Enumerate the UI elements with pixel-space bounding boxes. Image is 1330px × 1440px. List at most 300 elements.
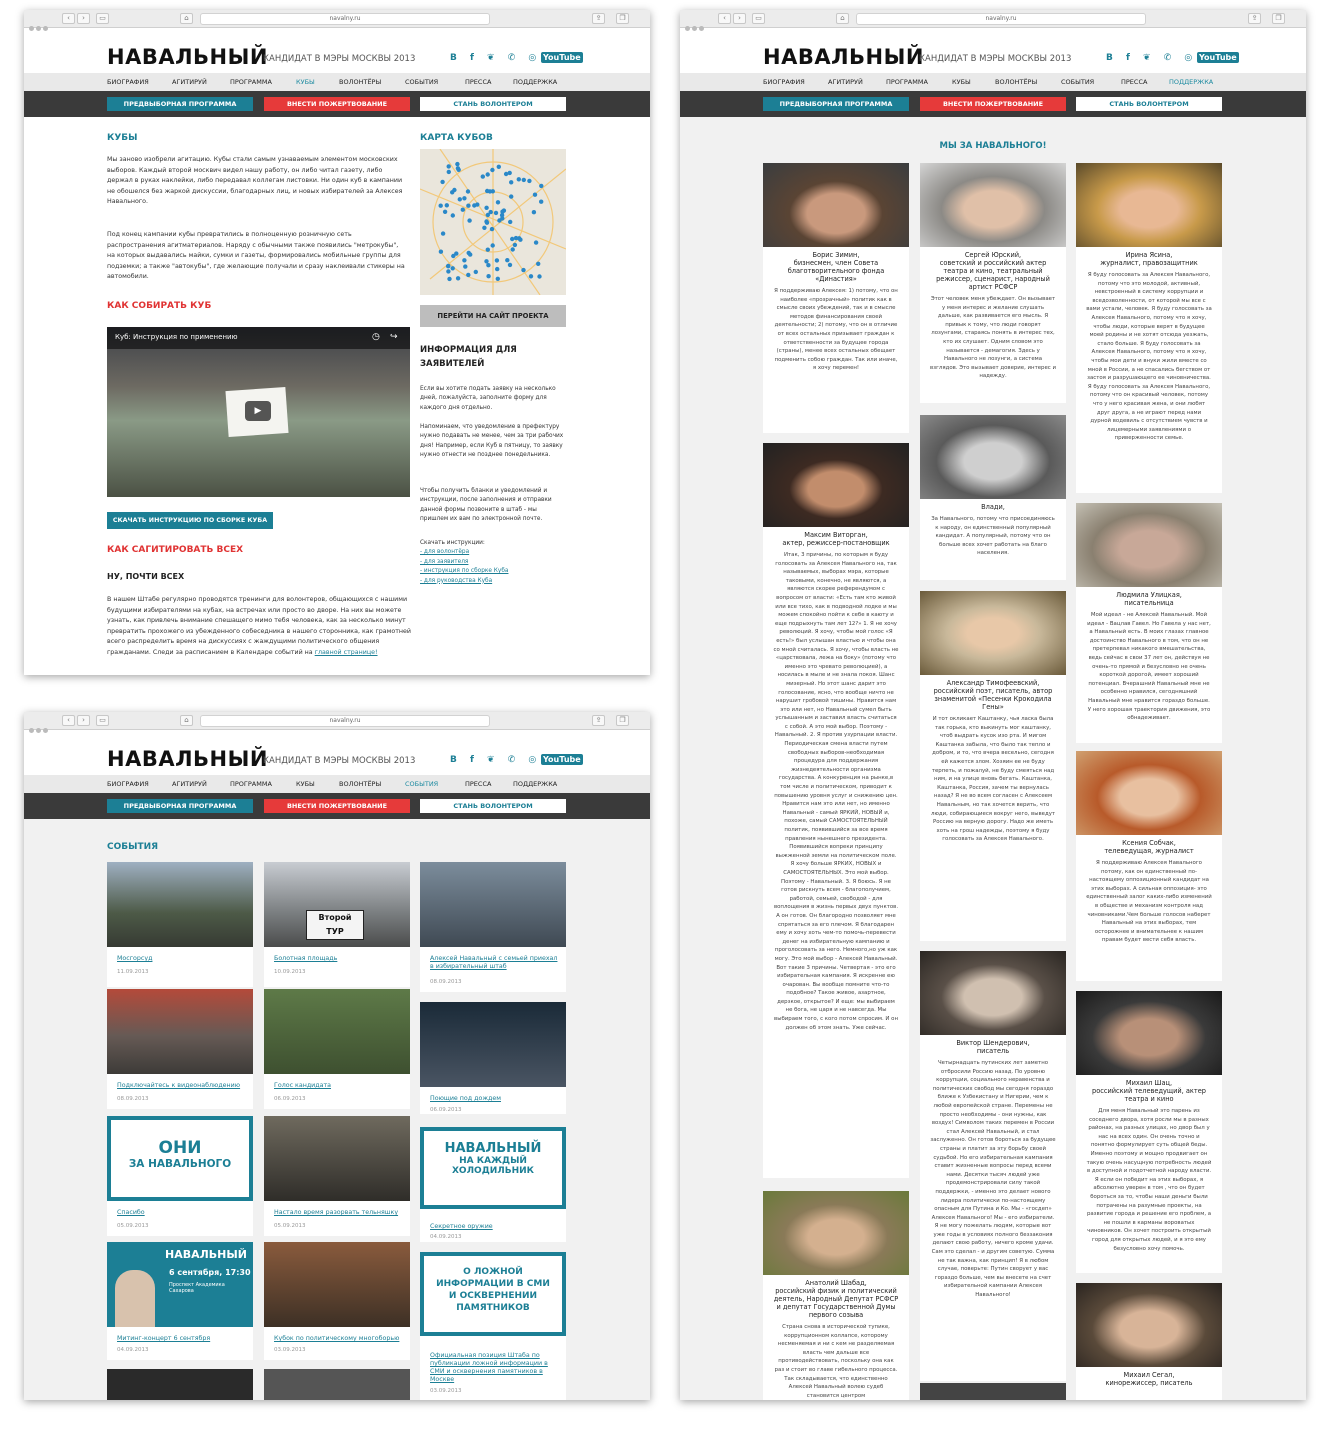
event-card[interactable] [107,1116,253,1236]
nav-biography[interactable]: БИОГРАФИЯ [107,780,149,788]
supporter-card [920,163,1066,403]
poster-line: ОНИ [158,1138,202,1158]
event-card[interactable] [264,1242,410,1360]
map-pin-icon[interactable] [514,236,518,240]
supporter-role: телеведущая, журналист [1104,847,1194,855]
map-pin-icon[interactable] [508,220,512,224]
map-pin-icon[interactable] [510,237,514,241]
action-bar [680,91,1306,117]
map-pin-icon[interactable] [500,216,504,220]
event-card-partial[interactable] [107,1369,253,1400]
event-card[interactable] [420,1002,566,1114]
back-icon[interactable]: ‹ [62,715,75,726]
event-card[interactable] [264,1116,410,1236]
portrait [115,1270,155,1327]
supporter-card [920,951,1066,1381]
nav-cubes[interactable]: КУБЫ [296,78,315,86]
events-title: СОБЫТИЯ [107,842,159,852]
supporter-name-text: Виктор Шендерович, [956,1039,1030,1047]
site-header [24,730,650,775]
event-link[interactable]: Подключайтесь к видеонаблюдению [117,1082,241,1089]
event-link[interactable]: Кубок по политическому многоборью [274,1335,400,1342]
address-bar[interactable]: navalny.ru [856,13,1146,25]
poster-fridge [420,1127,566,1209]
supporter-photo [920,951,1066,1035]
supporter-name-text: Людмила Улицкая, [1116,591,1182,599]
map-pin-icon[interactable] [466,189,470,193]
project-site-button[interactable]: ПЕРЕЙТИ НА САЙТ ПРОЕКТА [420,305,566,327]
event-date: 03.09.2013 [430,1388,462,1394]
map-pin-icon[interactable] [462,196,466,200]
nav-program[interactable]: ПРОГРАММА [230,780,272,788]
supporter-photo [920,415,1066,499]
supporter-name-text: Влади, [981,503,1005,511]
supporter-name-text: Максим Виторган, [804,531,868,539]
map-pin-icon[interactable] [451,254,455,258]
nav-press[interactable]: ПРЕССА [465,780,492,788]
clock-icon[interactable]: ◷ [372,332,380,342]
event-date: 05.09.2013 [117,1223,149,1229]
event-card[interactable] [107,989,253,1109]
map-pin-icon[interactable] [451,266,455,270]
event-link[interactable]: Голос кандидата [274,1082,331,1089]
poster-line: О ЛОЖНОЙ [463,1267,523,1277]
nav-support[interactable]: ПОДДЕРЖКА [1169,78,1214,86]
map-pin-icon[interactable] [505,258,509,262]
main-nav [680,73,1306,91]
nav-agitate[interactable]: АГИТИРУЙ [828,78,863,86]
cubes-network: Под конец кампании кубы превратились в полноценную розничную сеть распространения агитматериалов. Наряду с обычными также появились "метрокубы", на которых выдавались майки, сумки и газеты, формировались мобильные группы для подземки; а также "автокубы", где желающие получали и сразу наклеивали стикеры на автомобили. [107,231,405,281]
tabs-icon[interactable]: ❐ [616,13,629,24]
map-pin-icon[interactable] [534,240,538,244]
forward-icon[interactable]: › [77,13,90,24]
supporter-photo [763,1191,909,1275]
forward-icon[interactable]: › [733,13,746,24]
map-pin-icon[interactable] [455,162,459,166]
map-pin-icon[interactable] [527,179,531,183]
supporter-card [920,591,1066,941]
training-body: В нашем Штабе регулярно проводятся тренинги для волонтеров, общающихся с нашими будущими избирателями на кубах, на встречах или просто во дворе. На них вы можете узнать, как привлечь внимание спешащего мимо тебя человека, как за несколько минут превратить прохожего из убежденного собеседника в нашего сторонника, как грамотней всего распределить время на дискуссиях с жаждущими политического общения гражданами. Следи за расписанием в Календаре событий на [107,596,411,656]
event-date: 03.09.2013 [274,1347,306,1353]
map-pin-icon[interactable] [463,264,467,268]
map-pin-icon[interactable] [529,274,533,278]
share-arrow-icon[interactable]: ↪ [390,332,398,342]
supporter-quote: Итак, 3 причины, по которым я буду голосовать за Алексея Навального на, так называемых, выборах мэра, которые таковыми, конечно, не являются, а являются скорее референдумом с вопросом от власти: «Есть там кто живой или все тихо, как в подводной лодке и мы можем спокойно пойти к себе в каюту и еще подрыхнуть там лет 12?» 1. Я не хочу революций. Я хочу, чтобы мой голос «Я есть!» был услышан властью и чтобы она со мной считалась. Я хочу, чтобы власть не «царствовала, лежа на боку» (потому что именно это чревато революцией), а носилась в мыле и не знала покоя. Шанс мизерный. Но этот шанс дарит это голосование, ясно, что вообще ничто не нарушит гробовой тишины. Нравится нам это или нет, но Навальный сумел быть услышанным и заставил власть считаться с собой. А это мой выбор. Поэтому - Навальный. 2. Я против узурпации власти. Периодическая смена власти путем свободных выборов-необходимая процедура для поддержания жизнедеятельности организма государства. А конкуренция на рынке,в том числе и политическом, приводит к повышению уровня услуг и снижению цен. Нравится нам это или нет, но именно Навальный - самый ЯРКИЙ, НОВЫЙ и, похоже, самый САМОСТОЯТЕЛЬНЫЙ политик, появившийся за все время правления нынешнего президента. Появившийся вопреки принципу выжженной земли на политическом поле. Я хочу больше ЯРКИХ, НОВЫХ и САМОСТОЯТЕЛЬНЫХ. Это мой выбор. Поэтому - Навальный. 3. Я боюсь. Я не готов рискнуть всем - благополучием, работой, семьей, свободой - для воплощения в жизнь первых двух пунктов. А он готов. Он благородно позволяет мне спрятаться за его плечом. Я благодарен ему и хочу хоть чем-то помочь-перевести денег на избирательную кампанию и проголосовать за него. Немного,но уж как могу. Это мой выбор - Алексей Навальный. Вот такие 3 причины. Четвертая - это его избирательная кампания. Я искренне ею очарован. Вы вообще помните что-то подобное? Такое живое, азартное, дерзкое, открытое? И еще: мы выбираем не бога, не царя и не навсегда. Мы выбираем того, с кого потом спросим. И он должен об этом знать. Уже сейчас. [773,552,899,1031]
nav-agitate[interactable]: АГИТИРУЙ [172,780,207,788]
map-pin-icon[interactable] [467,218,471,222]
supporter-role: российский физик и политический деятель, Народный Депутат РСФСР и депутат Государственной Думы первого созыва [773,1287,899,1319]
map-pin-icon[interactable] [539,200,543,204]
supporter-role: бизнесмен, член Совета благотворительного фонда «Династия» [787,259,885,283]
info-paragraph-2: Напоминаем, что уведомление в префектуру нужно подавать не менее, чем за три рабочих дня! Например, если Куб в пятницу, то заявку нужно отнести не позднее понедельника. [420,424,564,459]
download-link-management[interactable]: - для руководства Куба [420,577,493,584]
map-pin-icon[interactable] [482,226,486,230]
event-link[interactable]: Поющие под дождем [430,1095,501,1102]
map-pin-icon[interactable] [486,248,490,252]
nav-biography[interactable]: БИОГРАФИЯ [763,78,805,86]
supporter-quote: Я буду голосовать за Алексея Навального, потому что это молодой, активный, невстроенный в систему коррупции и вседозволенности, от которой мы все с вами устали, человек. Я буду голосовать за Алексея Навального, потому что я хочу, чтобы люди, которые верят в будущее моей родины и не хотят отсюда уезжать, стало больше. Я буду голосовать за Алексея Навального, потому что я хочу, чтобы мои дети и внуки жили вместе со мной в России, а не спасались бегством от застоя и разрушающего ее чиновничества. Я буду голосовать за Алексея Навального, потому что он красивый человек, потому что у него красивая жена, и они любят друг друга, а не играют перед нами дурной водевиль с отсутствием чувств и лицемерными заявлениями о приверженности семье. [1086,272,1212,442]
event-link[interactable]: Митинг-концерт 6 сентября [117,1335,211,1342]
poster-line: НА КАЖДЫЙ [459,1156,527,1166]
map-pin-icon[interactable] [490,168,494,172]
nav-volunteers[interactable]: ВОЛОНТЁРЫ [995,78,1038,86]
share-icon[interactable]: ⇪ [592,13,605,24]
map-pin-icon[interactable] [504,172,508,176]
map-pin-icon[interactable] [451,213,455,217]
nav-events[interactable]: СОБЫТИЯ [405,78,439,86]
event-link[interactable]: Настало время разорвать тельняшку [274,1209,399,1216]
youtube-icon[interactable]: YouTube [543,755,581,764]
nav-press[interactable]: ПРЕССА [465,78,492,86]
supporter-name [1076,587,1222,607]
map-pin-icon[interactable] [537,274,541,278]
event-link[interactable]: Спасибо [117,1209,145,1216]
supporter-name [920,1035,1066,1055]
map-pin-icon[interactable] [439,204,443,208]
nav-volunteers[interactable]: ВОЛОНТЁРЫ [339,78,382,86]
download-list-title: Скачать инструкции: [420,540,485,546]
event-card[interactable] [264,862,410,987]
nav-program[interactable]: ПРОГРАММА [886,78,928,86]
map-pin-icon[interactable] [486,263,490,267]
event-link[interactable]: Алексей Навальный с семьей приехал в избирательный штаб [430,955,558,970]
address-bar[interactable]: navalny.ru [200,13,490,25]
map-pin-icon[interactable] [494,211,498,215]
event-card[interactable] [420,1252,566,1400]
supporter-photo [1076,503,1222,587]
supporter-name-text: Сергей Юрский, [964,251,1022,259]
event-date: 06.09.2013 [274,1096,306,1102]
supporter-role: журналист, правозащитник [1100,259,1198,267]
supporter-name [1076,1367,1222,1387]
supporter-photo [1076,751,1222,835]
map-pin-icon[interactable] [488,189,492,193]
supporter-card [1076,991,1222,1273]
supporter-name-text: Ирина Ясина, [1125,251,1173,259]
back-icon[interactable]: ‹ [62,13,75,24]
map-pin-icon[interactable] [491,243,495,247]
map-pin-icon[interactable] [522,178,526,182]
supporter-card [1076,1283,1222,1400]
map-pin-icon[interactable] [447,164,451,168]
map-pin-icon[interactable] [521,268,525,272]
supporter-quote: Этот человек меня убеждает. Он вызывает у меня интерес и желание слушать дальше, как развивается его мысль. Я привык к тому, что люди говорят лозунгами, стараясь понять в интерес тех, кто их слушает. Одним словом это называется - демагогия. Здесь у Навального не лозунги, а система взглядов. Это вызывает доверие, интерес и надежду. [930,296,1056,380]
supporter-card [1076,163,1222,493]
support-content [680,117,1306,1400]
event-date: 08.09.2013 [117,1096,149,1102]
tabs-icon[interactable]: ❐ [616,715,629,726]
site-header [24,28,650,73]
supporter-photo [763,163,909,247]
supporter-card [763,1191,909,1400]
donate-button[interactable]: ВНЕСТИ ПОЖЕРТВОВАНИЕ [264,97,410,111]
browser-window-support [680,10,1306,1400]
home-icon[interactable]: ⌂ [180,13,193,24]
supporter-photo [1076,163,1222,247]
poster-they-are-for [107,1116,253,1201]
download-instruction-button[interactable]: СКАЧАТЬ ИНСТРУКЦИЮ ПО СБОРКЕ КУБА [107,512,273,529]
map-pin-icon[interactable] [446,264,450,268]
program-button[interactable]: ПРЕДВЫБОРНАЯ ПРОГРАММА [107,97,253,111]
event-link[interactable]: Официальная позиция Штаба по публикации ложной информации в СМИ и осквернения памятников в Москве [430,1352,548,1383]
map-pin-icon[interactable] [513,243,517,247]
supporter-name [920,499,1066,511]
map-pin-icon[interactable] [443,210,447,214]
supporter-quote: И тот окликает Каштанку, чья ласка была так горька, кто выкинуть мог каштанку, чтоб выдрать кусок изо рта. И мигом Каштанка забыла, что было так тепло и добром, и то, что вчера весельно, сегодня ей кажется злом. Хозяин ее не буду терпеть, и пожалуй, не буду смеяться над ним, и на улице вновь бегать. Каштанка, Каштанка, Россия, зачем ты вернулась назад? Я не во всем согласен с Алексеем Навальным, но так хочется верить, что люди, собирающиеся вокруг него, выведут Россию на верную дорогу. Надо же иметь хоть на грош надежды, поэтому я буду голосовать за Алексея Навального. [930,716,1056,843]
map-pin-icon[interactable] [539,184,543,188]
map-pin-icon[interactable] [508,263,512,267]
main-nav [24,775,650,793]
supporter-role: российский поэт, писатель, автор знаменитой «Песенки Крокодила Гены» [933,687,1053,711]
poster-line: ИНФОРМАЦИИ В СМИ [436,1279,550,1289]
program-button[interactable]: ПРЕДВЫБОРНАЯ ПРОГРАММА [763,97,909,111]
event-link[interactable]: Секретное оружие [430,1223,493,1230]
download-link-assembly[interactable]: - инструкция по сборке Куба [420,568,509,575]
map-pin-icon[interactable] [445,203,449,207]
cubes-content [24,117,650,675]
nav-cubes[interactable]: КУБЫ [952,78,971,86]
supporter-quote: Я поддерживаю Алексея Навального потому, как он единственный по-настоящему оппозиционный кандидат на этих выборах. А сильная оппозиция- это единственный залог каких-либо изменений в обществе и механизм контроля над чиновниками.Чем больше голосов наберет Навальный на этих выборах, тем осторожнее и внимательнее к нашим правам будет вести себя власть. [1086,860,1212,944]
map-pin-icon[interactable] [458,197,462,201]
event-card[interactable] [107,862,253,987]
map-pin-icon[interactable] [490,227,494,231]
browser-toolbar [24,10,650,28]
map-pin-icon[interactable] [456,166,460,170]
supporter-photo [763,443,909,527]
social-icons[interactable]: B f ❦ ✆ ◎ [450,755,542,765]
info-paragraph-1: Если вы хотите подать заявку на несколько дней, пожалуйста, заполните форму для каждого дня отдельно. [420,386,556,411]
sidebar-icon[interactable]: ▭ [752,13,765,24]
site-logo[interactable]: НАВАЛЬНЫЙ [107,45,268,69]
supporter-name-text: Михаил Шац, [1125,1079,1173,1087]
volunteer-button[interactable]: СТАНЬ ВОЛОНТЕРОМ [420,97,566,111]
program-button[interactable]: ПРЕДВЫБОРНАЯ ПРОГРАММА [107,799,253,813]
map-pin-icon[interactable] [466,204,470,208]
browser-window-events [24,712,650,1400]
map-pin-icon[interactable] [456,276,460,280]
social-icons[interactable]: B f ❦ ✆ ◎ [1106,53,1198,63]
how-title: КАК СОБИРАТЬ КУБ [107,301,212,311]
social-icons[interactable]: B f ❦ ✆ ◎ [450,53,542,63]
site-tagline: КАНДИДАТ В МЭРЫ МОСКВЫ 2013 [263,756,416,766]
event-card[interactable] [420,862,566,992]
map-pin-icon[interactable] [472,203,476,207]
map-pin-icon[interactable] [496,277,500,281]
training-text [107,595,412,659]
map-pin-icon[interactable] [439,250,443,254]
map-pin-icon[interactable] [533,193,537,197]
supporter-name [1076,247,1222,267]
event-photo [107,862,253,947]
event-photo [264,1242,410,1327]
map-pin-icon[interactable] [511,247,515,251]
donate-button[interactable]: ВНЕСТИ ПОЖЕРТВОВАНИЕ [920,97,1066,111]
map-pin-icon[interactable] [484,259,488,263]
event-card[interactable] [107,1242,253,1360]
home-icon[interactable]: ⌂ [836,13,849,24]
map-pin-icon[interactable] [495,258,499,262]
supporter-role: писатель [976,1047,1010,1055]
event-photo [420,1002,566,1087]
poster-line: И ОСКВЕРНЕНИИ [448,1291,538,1301]
cubes-intro: Мы заново изобрели агитацию. Кубы стали самым узнаваемым элементом московских выборов. Каждый второй москвич видел нашу работу, он либо читал газету, либо держал в руках наклейки, либо передавал коллегам листовки. Ни один куб в кампании не обошелся без жаркой дискуссии, благодарных лиц, и новых избирателей за Алексея Навального. [107,156,403,206]
supporter-name [1076,835,1222,855]
back-icon[interactable]: ‹ [718,13,731,24]
download-link-applicant[interactable]: - для заявителя [420,558,469,565]
supporter-name [1076,1075,1222,1103]
map-pin-icon[interactable] [441,231,445,235]
map-pin-icon[interactable] [481,174,485,178]
protest-sign: Второй ТУР [306,910,364,940]
event-date: 08.09.2013 [430,979,462,985]
supporter-quote: Страна снова в исторической тупике, коррупционном коллапсе, которому несменяемая и ни с кем не разделяемая власть чем дальше все противодействовать, поскольку она как раз и стоит во главе гибельного процесса. Так складывается, что единственно Алексей Навальный волею судеб становится центром [774,1324,898,1399]
action-bar [24,793,650,819]
supporter-role: кинорежиссер, писатель [1105,1379,1193,1387]
map-pin-icon[interactable] [486,172,490,176]
map-pin-icon[interactable] [466,273,470,277]
event-photo [420,862,566,947]
donate-button[interactable]: ВНЕСТИ ПОЖЕРТВОВАНИЕ [264,799,410,813]
event-card[interactable] [420,1127,566,1242]
supporter-card [1076,751,1222,981]
nav-cubes[interactable]: КУБЫ [296,780,315,788]
supporter-card [763,443,909,1178]
nav-support[interactable]: ПОДДЕРЖКА [513,780,558,788]
map-pin-icon[interactable] [509,194,513,198]
map-pin-icon[interactable] [446,269,450,273]
event-date: 05.09.2013 [274,1223,306,1229]
event-card-partial[interactable] [264,1369,410,1400]
supporter-name-text: Михаил Сегал, [1123,1371,1175,1379]
share-icon[interactable]: ⇪ [1248,13,1261,24]
map-pin-icon[interactable] [486,274,490,278]
supporter-card [920,415,1066,580]
video-title[interactable]: Куб: Инструкция по применению [115,333,238,341]
map-pin-icon[interactable] [461,208,465,212]
event-date: 10.09.2013 [274,969,306,975]
supporter-photo [1076,991,1222,1075]
map-pin-icon[interactable] [462,258,466,262]
map-pin-icon[interactable] [496,200,500,204]
map-pin-icon[interactable] [532,210,536,214]
supporter-role: актер, режиссер-постановщик [782,539,890,547]
sidebar-icon[interactable]: ▭ [96,715,109,726]
page-title: КУБЫ [107,133,138,143]
youtube-icon[interactable]: YouTube [1199,53,1237,62]
nav-support[interactable]: ПОДДЕРЖКА [513,78,558,86]
event-photo [264,989,410,1074]
map-pin-icon[interactable] [447,170,451,174]
supporter-name [763,1275,909,1319]
cubes-map[interactable] [420,149,566,295]
map-title: КАРТА КУБОВ [420,133,493,143]
event-photo [264,862,410,947]
event-link[interactable]: Болотная площадь [274,955,338,962]
support-title: МЫ ЗА НАВАЛЬНОГО! [939,141,1047,151]
forward-icon[interactable]: › [77,715,90,726]
youtube-icon[interactable]: YouTube [543,53,581,62]
map-pin-icon[interactable] [452,188,456,192]
events-content [24,819,650,1400]
address-bar[interactable]: navalny.ru [200,715,490,727]
map-pin-icon[interactable] [495,267,499,271]
event-card[interactable] [264,989,410,1109]
supporter-card [763,163,909,433]
nav-events[interactable]: СОБЫТИЯ [1061,78,1095,86]
map-pin-icon[interactable] [484,206,488,210]
map-pin-icon[interactable] [517,177,521,181]
supporter-quote: Четырнадцать путинских лет заметно отбросили Россию назад. По уровню коррупции, социального неравенства и политических свобод мы сегодня гораздо ближе к Узбекистану и Нигерии, чем к любой европейской стране. Перемены не просто необходимы - они нужны, как воздух! Символом таких перемен в России стал Алексей Навальный, и стал заслуженно. Он готов бороться за будущее страны и платит за эту борьбу своей судьбой. Но его избирательная кампания ставит жизненные вопросы перед всеми нами. Десятки тысяч людей уже продемонстрировали силу такой поддержки, - именно это делает нового лидера политически по-настоящему опасным для Путина и Ко. Мы - «гоcдеп» Алексея Навального! Мы - его избиратели. Я не могу пожелать людям, которые вот уже годы в условиях полного беззакония делают свою работу, ничего кроме удачи. Сам это сделал - и другим советую. Сумма не так важна, как принцип! Я в любом случае, поверьте: Путин сворует у вас гораздо больше, чем вы внесете на счет избирательной кампании Алексея Навального! [930,1060,1056,1299]
play-icon[interactable]: ▶ [245,401,271,421]
share-icon[interactable]: ⇪ [592,715,605,726]
nav-biography[interactable]: БИОГРАФИЯ [107,78,149,86]
supporter-role: российский телеведущий, актер театра и кино [1092,1087,1206,1103]
supporter-card [1076,503,1222,743]
nav-program[interactable]: ПРОГРАММА [230,78,272,86]
supporter-quote: Для меня Навальный это парень из соседнего двора, хотя росли мы в разных районах, на разных улицах, но двор был у нас на всех один. Он очень точно и понятно формулирует суть общей беды. Именно поэтому и мощно продвигает он такую очень насущную потребность людей в доступной и подотчетной народу власти. Я если он победит на этих выборах, я абсолютно уверен в том , что он будет бороться за то, чтобы наши деньги были потрачены на разумные проекты, на развитие города и решение его проблем, а не пошли в карманы вороватых чиновников. Он хочет построить открытый город для открытых людей, и я это ему безусловно хочу помочь. [1086,1108,1212,1252]
site-logo[interactable]: НАВАЛЬНЫЙ [107,747,268,771]
map-pin-icon[interactable] [509,180,513,184]
map-pin-icon[interactable] [474,270,478,274]
nav-press[interactable]: ПРЕССА [1121,78,1148,86]
info-paragraph-3: Чтобы получить бланки и уведомлений и инструкции, после заполнения и отправки данной формы позвоните в штаб - мы пришлем их вам по электронной почте. [420,488,552,523]
event-photo [107,1242,253,1327]
site-logo[interactable]: НАВАЛЬНЫЙ [763,45,924,69]
browser-toolbar [680,10,1306,28]
map-pin-icon[interactable] [447,277,451,281]
site-tagline: КАНДИДАТ В МЭРЫ МОСКВЫ 2013 [919,54,1072,64]
event-date: 04.09.2013 [430,1234,462,1240]
download-link-volunteer[interactable]: - для волонтёра [420,549,470,556]
map-pin-icon[interactable] [489,210,493,214]
supporter-name-text: Александр Тимофеевский, [946,679,1040,687]
map-pin-icon[interactable] [502,208,506,212]
action-bar [24,91,650,117]
event-link[interactable]: Мосгорсуд [117,955,153,962]
event-date: 04.09.2013 [117,1347,149,1353]
supporter-photo-partial [920,1383,1066,1400]
main-nav [24,73,650,91]
sidebar-icon[interactable]: ▭ [96,13,109,24]
map-pin-icon[interactable] [484,219,488,223]
map-pin-icon[interactable] [497,165,501,169]
volunteer-button[interactable]: СТАНЬ ВОЛОНТЕРОМ [1076,97,1222,111]
main-page-link[interactable]: главной странице! [314,648,378,656]
nav-agitate[interactable]: АГИТИРУЙ [172,78,207,86]
poster-line: НАВАЛЬНЫЙ [444,1141,542,1156]
almost-title: НУ, ПОЧТИ ВСЕХ [107,572,185,581]
nav-events[interactable]: СОБЫТИЯ [405,780,439,788]
volunteer-button[interactable]: СТАНЬ ВОЛОНТЕРОМ [420,799,566,813]
video-player[interactable] [107,327,410,497]
map-pin-icon[interactable] [467,251,471,255]
supporter-quote: Я поддерживаю Алексея: 1) потому, что он наиболее «прозрачный» политик как в смысле своих убеждений, так и в смысле методов финансирования своей деятельности; 2) потому, что он в отличие от всех остальных призывает граждан к ответственности за будущее города (страны), менее всех остальных обещает подменить собою граждан. Так или иначе, я хочу перемен! [774,288,898,372]
event-photo [264,1116,410,1201]
map-pin-icon[interactable] [536,262,540,266]
poster-line: ХОЛОДИЛЬНИК [451,1166,535,1176]
supporter-photo [920,163,1066,247]
nav-volunteers[interactable]: ВОЛОНТЁРЫ [339,780,382,788]
browser-toolbar [24,712,650,730]
supporter-name-text: Анатолий Шабад, [805,1279,867,1287]
map-pin-icon[interactable] [440,180,444,184]
supporter-name-text: Ксения Собчак, [1122,839,1176,847]
supporter-role: советский и российский актер театра и кино, театральный режиссер, сценарист, народный артист РСФСР [936,259,1050,291]
home-icon[interactable]: ⌂ [180,715,193,726]
tabs-icon[interactable]: ❐ [1272,13,1285,24]
agitate-title: КАК САГИТИРОВАТЬ ВСЕХ [107,545,244,555]
event-date: 11.09.2013 [117,969,149,975]
